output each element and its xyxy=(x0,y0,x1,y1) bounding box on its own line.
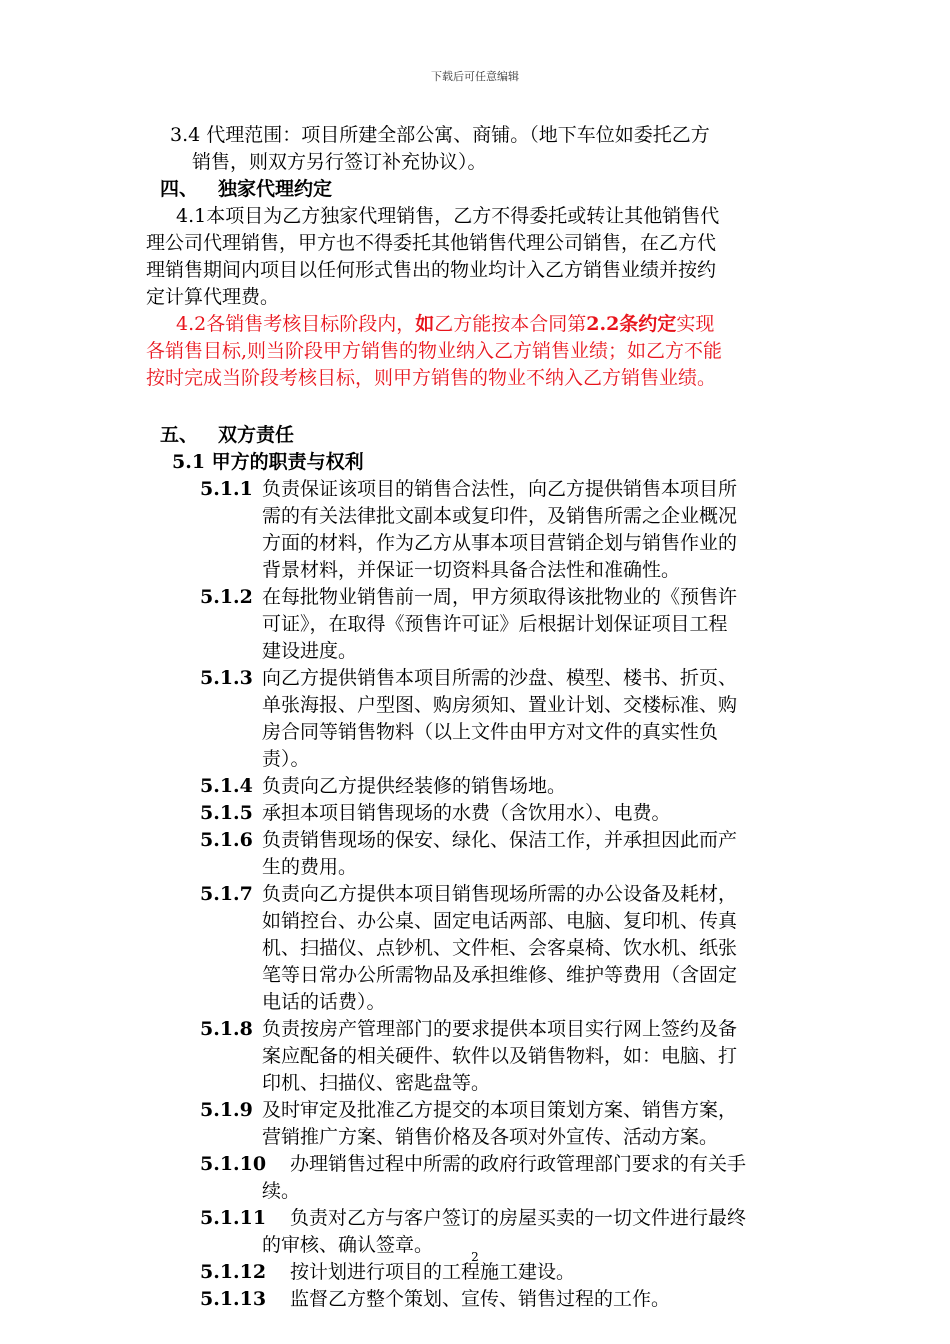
section-5-title: 双方责任 xyxy=(218,424,295,446)
section-4-title: 独家代理约定 xyxy=(218,178,333,200)
clause-4-1-line-2: 理公司代理销售，甲方也不得委托其他销售代理公司销售，在乙方代 xyxy=(146,232,717,254)
clause-text-line: 笔等日常办公所需物品及承担维修、维护等费用（含固定 xyxy=(262,964,738,986)
clause-3-4-line-1: 3.4 代理范围：项目所建全部公寓、商铺。（地下车位如委托乙方 xyxy=(170,124,710,146)
clause-item xyxy=(0,773,950,800)
clause-text-line: 承担本项目销售现场的水费（含饮用水）、电费。 xyxy=(262,802,671,824)
clause-number: 5.1.13 xyxy=(200,1288,267,1310)
clause-text-line: 向乙方提供销售本项目所需的沙盘、模型、楼书、折页、 xyxy=(262,667,738,689)
clause-number: 5.1.12 xyxy=(200,1261,267,1283)
clause-text-line: 的审核、确认签章。 xyxy=(262,1234,434,1256)
clause-text-line: 电话的话费）。 xyxy=(262,991,386,1013)
clause-text-line: 建设进度。 xyxy=(262,640,358,662)
clause-text-line: 在每批物业销售前一周，甲方须取得该批物业的《预售许 xyxy=(262,586,738,608)
clause-4-1-line-3: 理销售期间内项目以任何形式售出的物业均计入乙方销售业绩并按约 xyxy=(146,259,717,281)
clause-text-line: 机、扫描仪、点钞机、文件柜、会客桌椅、饮水机、纸张 xyxy=(262,937,738,959)
clause-4-2-part-d: 2.2条约定 xyxy=(586,313,677,335)
clause-number: 5.1.10 xyxy=(200,1153,267,1175)
clause-text-line: 案应配备的相关硬件、软件以及销售物料，如：电脑、打 xyxy=(262,1045,738,1067)
clause-item xyxy=(0,827,950,881)
clause-list xyxy=(0,476,950,1313)
clause-4-2-line-2: 各销售目标,则当阶段甲方销售的物业纳入乙方销售业绩；如乙方不能 xyxy=(146,340,723,362)
clause-text-line: 可证》，在取得《预售许可证》后根据计划保证项目工程 xyxy=(262,613,728,635)
clause-text-line: 按计划进行项目的工程施工建设。 xyxy=(290,1261,576,1283)
page-header: 下载后可任意编辑 xyxy=(431,70,519,83)
clause-4-2-line-1 xyxy=(0,311,950,338)
clause-text-line: 监督乙方整个策划、宣传、销售过程的工作。 xyxy=(290,1288,671,1310)
clause-item xyxy=(0,1097,950,1151)
clause-number: 5.1.4 xyxy=(200,775,253,797)
clause-item xyxy=(0,476,950,584)
clause-item xyxy=(0,1151,950,1205)
clause-number: 5.1.2 xyxy=(200,586,253,608)
clause-text-line: 及时审定及批准乙方提交的本项目策划方案、销售方案， xyxy=(262,1099,738,1121)
clause-text-line: 单张海报、户型图、购房须知、置业计划、交楼标准、购 xyxy=(262,694,738,716)
clause-text-line: 生的费用。 xyxy=(262,856,358,878)
clause-text-line: 如销控台、办公桌、固定电话两部、电脑、复印机、传真 xyxy=(262,910,738,932)
clause-number: 5.1.7 xyxy=(200,883,253,905)
clause-text-line: 方面的材料，作为乙方从事本项目营销企划与销售作业的 xyxy=(262,532,738,554)
clause-number: 5.1.9 xyxy=(200,1099,253,1121)
clause-number: 5.1.3 xyxy=(200,667,253,689)
clause-text-line: 需的有关法律批文副本或复印件，及销售所需之企业概况 xyxy=(262,505,738,527)
clause-text-line: 营销推广方案、销售价格及各项对外宣传、活动方案。 xyxy=(262,1126,719,1148)
clause-text-line: 背景材料，并保证一切资料具备合法性和准确性。 xyxy=(262,559,681,581)
clause-text-line: 续。 xyxy=(262,1180,301,1202)
clause-text-line: 办理销售过程中所需的政府行政管理部门要求的有关手 xyxy=(290,1153,747,1175)
clause-3-4-line-2: 销售，则双方另行签订补充协议）。 xyxy=(192,151,487,173)
section-5-heading xyxy=(0,422,950,449)
clause-text-line: 负责保证该项目的销售合法性，向乙方提供销售本项目所 xyxy=(262,478,738,500)
section-4-number: 四、 xyxy=(160,178,199,200)
clause-text-line: 责）。 xyxy=(262,748,310,770)
clause-text-line: 房合同等销售物料（以上文件由甲方对文件的真实性负 xyxy=(262,721,719,743)
clause-4-2-part-e: 实现 xyxy=(676,313,715,335)
clause-4-2-line-3: 按时完成当阶段考核目标，则甲方销售的物业不纳入乙方销售业绩。 xyxy=(146,367,717,389)
clause-number: 5.1.8 xyxy=(200,1018,253,1040)
clause-text-line: 负责销售现场的保安、绿化、保洁工作，并承担因此而产 xyxy=(262,829,738,851)
clause-text-line: 负责对乙方与客户签订的房屋买卖的一切文件进行最终 xyxy=(290,1207,747,1229)
section-4-heading xyxy=(0,176,950,203)
clause-text-line: 负责向乙方提供经装修的销售场地。 xyxy=(262,775,567,797)
clause-item xyxy=(0,584,950,665)
clause-number: 5.1.5 xyxy=(200,802,253,824)
clause-number: 5.1.11 xyxy=(200,1207,267,1229)
clause-item xyxy=(0,881,950,1016)
section-5-number: 五、 xyxy=(160,424,199,446)
clause-number: 5.1.6 xyxy=(200,829,253,851)
clause-item xyxy=(0,665,950,773)
section-5-1-title: 5.1 甲方的职责与权利 xyxy=(172,451,364,473)
document-body xyxy=(0,122,950,1313)
clause-4-2-part-c: 乙方能按本合同第 xyxy=(434,313,587,335)
clause-4-1-line-4: 定计算代理费。 xyxy=(146,286,280,308)
clause-item xyxy=(0,1286,950,1313)
clause-text-line: 负责向乙方提供本项目销售现场所需的办公设备及耗材， xyxy=(262,883,738,905)
clause-item xyxy=(0,1016,950,1097)
clause-number: 5.1.1 xyxy=(200,478,253,500)
page-number: 2 xyxy=(471,1250,479,1264)
clause-text-line: 负责按房产管理部门的要求提供本项目实行网上签约及备 xyxy=(262,1018,738,1040)
clause-item xyxy=(0,800,950,827)
clause-4-2-part-a: 4.2各销售考核目标阶段内， xyxy=(176,313,416,335)
clause-4-1-line-1: 4.1本项目为乙方独家代理销售，乙方不得委托或转让其他销售代 xyxy=(176,205,720,227)
clause-4-2-part-b: 如 xyxy=(415,313,435,335)
clause-text-line: 印机、扫描仪、密匙盘等。 xyxy=(262,1072,491,1094)
